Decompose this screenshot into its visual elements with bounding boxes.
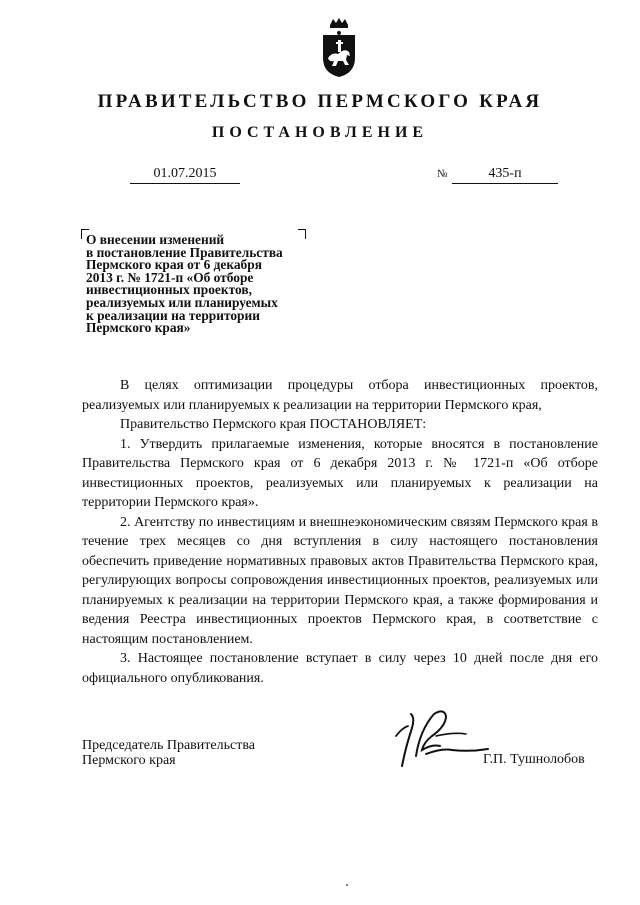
number-label: № xyxy=(437,168,448,180)
signer-position-line: Председатель Правительства xyxy=(82,738,255,753)
body-paragraph-item-1: 1. Утвердить прилагаемые изменения, которые вносятся в постановление Правительства Пермского края от 6 декабря 2013 г. № 1721-п «Об отборе инвестиционных проектов, реализуемых или планируемых к реализации на территории Пермского края». xyxy=(82,436,598,510)
subject-line: Пермского края» xyxy=(86,320,191,336)
body-paragraph-resolves: Правительство Пермского края ПОСТАНОВЛЯЕТ: xyxy=(120,417,427,432)
document-date: 01.07.2015 xyxy=(130,165,240,184)
subject-line: в постановление Правительства xyxy=(86,244,283,260)
subject-line: инвестиционных проектов, xyxy=(86,282,252,298)
subject-line: реализуемых или планируемых xyxy=(86,294,278,310)
document-body xyxy=(82,376,598,688)
subject-line: Пермского края от 6 декабря xyxy=(86,257,262,273)
signer-position xyxy=(82,738,255,768)
subject-line: 2013 г. № 1721-п «Об отборе xyxy=(86,269,254,285)
body-paragraph-item-3: 3. Настоящее постановление вступает в силу через 10 дней после дня его официального опубликования. xyxy=(82,651,598,686)
page-mark xyxy=(346,884,348,886)
coat-of-arms-icon xyxy=(318,18,360,78)
subject-line: к реализации на территории xyxy=(86,307,260,323)
document-number: 435-п xyxy=(452,165,558,184)
organization-title: ПРАВИТЕЛЬСТВО ПЕРМСКОГО КРАЯ xyxy=(97,91,543,112)
document-type: ПОСТАНОВЛЕНИЕ xyxy=(211,124,429,141)
body-paragraph-item-2: 2. Агентству по инвестициям и внешнеэкономическим связям Пермского края в течение трех месяцев со дня вступления в силу настоящего постановления обеспечить приведение нормативных правовых актов Правительства Пермского края, регулирующих вопросы сопровождения инвестиционных проектов, реализуемых или планируемых к реализации на территории Пермского края, а также формирования и ведения Реестра инвестиционных проектов Пермского края, в соответствие с настоящим постановлением. xyxy=(82,514,598,647)
document-subject xyxy=(86,234,312,335)
subject-line: О внесении изменений xyxy=(86,232,225,247)
signer-position-line: Пермского края xyxy=(82,753,176,768)
body-paragraph-preamble: В целях оптимизации процедуры отбора инвестиционных проектов, реализуемых или планируемых к реализации на территории Пермского края, xyxy=(82,378,598,413)
signer-name: Г.П. Тушнолобов xyxy=(483,752,585,767)
